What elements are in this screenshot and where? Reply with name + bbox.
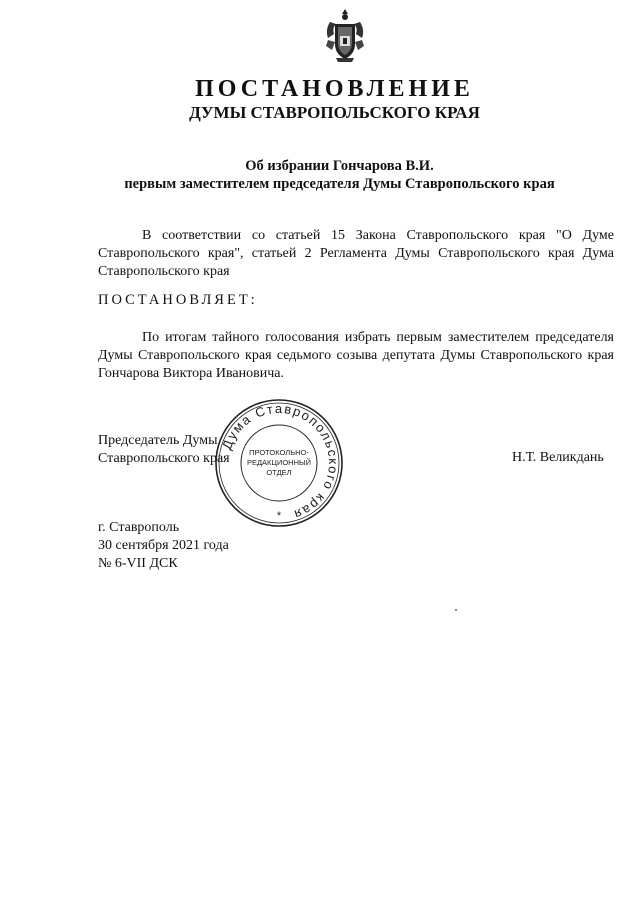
stamp-ring-text: Дума Ставропольского края: [219, 400, 342, 523]
coat-of-arms-icon: [322, 6, 368, 64]
footer-date: 30 сентября 2021 года: [98, 538, 229, 553]
signer-name: Н.Т. Великдань: [512, 450, 604, 465]
stamp-center-line-3: ОТДЕЛ: [266, 468, 292, 477]
footer-number: № 6-VII ДСК: [98, 556, 178, 571]
stamp-center-line-2: РЕДАКЦИОННЫЙ: [246, 458, 312, 467]
official-stamp: [213, 397, 345, 529]
stamp-star: *: [276, 510, 282, 522]
footer-city: г. Ставрополь: [98, 520, 180, 535]
document-title: ПОСТАНОВЛЕНИЕ: [195, 76, 474, 102]
decision-paragraph: По итогам тайного голосования избрать первым заместителем председателя Думы Ставропольского края седьмого созыва депутата Думы Ставропольского края Гончарова Виктора Ивановича.: [98, 330, 614, 381]
stamp-center-line-1: ПРОТОКОЛЬНО-: [249, 448, 309, 457]
resolves-heading: ПОСТАНОВЛЯЕТ:: [98, 292, 258, 308]
document-subtitle: ДУМЫ СТАВРОПОЛЬСКОГО КРАЯ: [189, 103, 480, 122]
signature-position: [98, 432, 230, 468]
preamble-paragraph: В соответствии со статьей 15 Закона Ставропольского края "О Думе Ставропольского края", статьей 2 Регламента Думы Ставропольского края Дума Ставропольского края: [98, 228, 614, 279]
subject-line-1: Об избрании Гончарова В.И.: [245, 158, 434, 174]
document-footer: [98, 519, 229, 573]
signature-position-line-1: Председатель Думы: [98, 433, 218, 448]
subject-line-2: первым заместителем председателя Думы Ставропольского края: [124, 176, 555, 192]
scan-speck: [455, 609, 457, 611]
signature-position-line-2: Ставропольского края: [98, 451, 230, 466]
